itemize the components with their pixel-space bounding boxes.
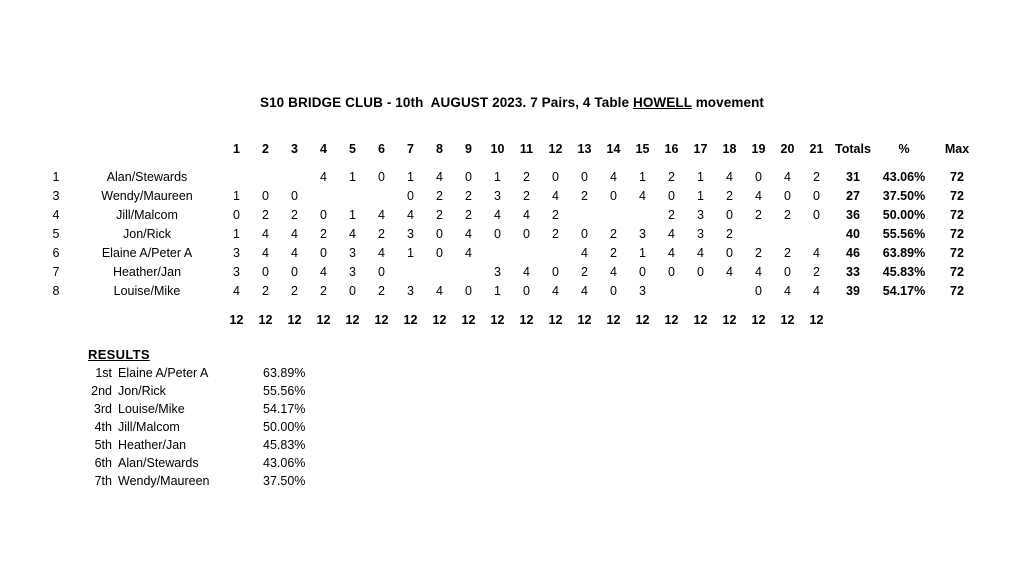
score-cell: 1 [697,170,704,184]
board-col-header: 4 [320,142,327,156]
spacer-row [40,301,981,311]
score-cell: 4 [378,208,385,222]
pair-row [40,263,981,282]
result-name: Jill/Malcom [118,420,180,434]
percent-cell: 54.17% [882,284,926,298]
score-cell: 0 [784,265,791,279]
score-cell: 4 [465,227,472,241]
total-cell: 33 [846,265,860,279]
score-cell: 4 [349,227,356,241]
score-cell: 4 [668,246,675,260]
result-row [40,472,305,490]
board-col-header: 15 [635,142,650,156]
score-cell: 0 [465,284,472,298]
score-cell: 4 [552,284,559,298]
pair-name: Louise/Mike [113,284,181,298]
result-row [40,400,305,418]
total-cell: 40 [846,227,860,241]
score-cell: 3 [494,189,501,203]
max-cell: 72 [950,170,964,184]
score-cell: 0 [639,265,646,279]
sum-blank-num [40,311,72,330]
pair-row [40,168,981,187]
score-cell: 4 [407,208,414,222]
spacer-cell [40,159,981,168]
score-cell: 4 [262,246,269,260]
result-percent: 43.06% [263,456,306,470]
board-col-header: 10 [490,142,505,156]
pair-number: 7 [52,265,60,279]
score-cell [657,282,686,301]
result-row [40,382,305,400]
column-sum-cell: 12 [809,313,824,327]
page-title-prefix: S10 BRIDGE CLUB - 10th AUGUST 2023. 7 Pairs, 4 Table [259,95,633,110]
pair-name: Jill/Malcom [116,208,178,222]
score-cell: 0 [349,284,356,298]
score-cell: 4 [813,284,820,298]
column-sum-cell: 12 [606,313,621,327]
board-col-header: 5 [349,142,356,156]
score-cell: 2 [813,265,820,279]
percent-cell: 55.56% [882,227,926,241]
score-cell: 3 [407,284,414,298]
column-sum-cell: 12 [722,313,737,327]
board-col-header: 6 [378,142,385,156]
score-cell: 4 [610,265,617,279]
score-cell: 0 [291,265,298,279]
result-row [40,454,305,472]
score-cell: 2 [378,227,385,241]
score-cell: 4 [436,284,443,298]
score-cell: 1 [639,170,646,184]
board-col-header: 20 [780,142,795,156]
result-percent: 63.89% [263,366,306,380]
score-cell: 0 [668,265,675,279]
score-cell: 4 [494,208,501,222]
result-name: Wendy/Maureen [118,474,210,488]
score-cell: 3 [349,265,356,279]
score-cell: 3 [697,208,704,222]
result-name: Elaine A/Peter A [118,366,209,380]
score-cell: 4 [291,246,298,260]
result-rank: 2nd [91,384,112,398]
max-cell: 72 [950,284,964,298]
score-cell: 0 [465,170,472,184]
column-sum-cell: 12 [316,313,331,327]
column-sum-cell: 12 [258,313,273,327]
page-title-suffix: movement [691,95,765,110]
score-cell: 2 [813,170,820,184]
board-col-header: 2 [262,142,269,156]
score-cell: 2 [552,227,559,241]
result-row [40,436,305,454]
score-cell [715,282,744,301]
score-cell: 0 [291,189,298,203]
score-cell: 0 [494,227,501,241]
board-col-header: 18 [722,142,737,156]
score-cell: 4 [523,265,530,279]
spacer-row [40,159,981,168]
column-sum-cell: 12 [519,313,534,327]
score-cell: 1 [407,246,414,260]
board-col-header: 19 [751,142,766,156]
score-cell: 2 [262,208,269,222]
pair-name: Jon/Rick [123,227,171,241]
score-cell: 1 [233,227,240,241]
score-cell: 2 [581,189,588,203]
score-cell: 0 [233,208,240,222]
result-rank: 5th [94,438,112,452]
score-cell: 3 [639,227,646,241]
score-cell: 1 [407,170,414,184]
score-cell: 3 [233,265,240,279]
result-rank: 1st [95,366,112,380]
column-sum-cell: 12 [432,313,447,327]
percent-header: % [898,142,910,156]
score-cell: 3 [407,227,414,241]
score-cell: 1 [233,189,240,203]
total-cell: 36 [846,208,860,222]
score-cell: 3 [233,246,240,260]
score-table-header-row [40,139,981,159]
pair-row [40,282,981,301]
score-cell: 2 [465,189,472,203]
score-cell: 4 [436,170,443,184]
score-cell: 4 [262,227,269,241]
score-cell: 0 [436,246,443,260]
score-cell [512,244,541,263]
score-cell: 1 [494,170,501,184]
results-heading-row [40,346,305,364]
score-cell: 4 [784,170,791,184]
total-cell: 27 [846,189,860,203]
column-sum-cell: 12 [664,313,679,327]
board-col-header: 16 [664,142,679,156]
score-cell [251,168,280,187]
score-cell: 2 [610,227,617,241]
result-row [40,364,305,382]
board-col-header: 13 [577,142,592,156]
score-table-header [40,139,981,159]
score-cell: 2 [320,227,327,241]
column-sum-cell: 12 [287,313,302,327]
score-cell: 0 [755,284,762,298]
score-cell: 1 [349,170,356,184]
score-cell: 4 [755,265,762,279]
pair-number: 3 [52,189,60,203]
score-cell [541,244,570,263]
percent-cell: 50.00% [882,208,926,222]
board-col-header: 21 [809,142,824,156]
score-cell: 2 [726,227,733,241]
pair-number: 5 [52,227,60,241]
result-percent: 45.83% [263,438,306,452]
column-sum-cell: 12 [461,313,476,327]
score-cell: 4 [552,189,559,203]
score-cell: 4 [465,246,472,260]
score-cell: 2 [291,208,298,222]
column-sum-cell: 12 [403,313,418,327]
board-col-header: 7 [407,142,414,156]
column-sum-cell: 12 [548,313,563,327]
score-cell: 0 [668,189,675,203]
score-cell: 2 [668,170,675,184]
score-cell: 0 [784,189,791,203]
score-cell [570,206,599,225]
score-cell: 4 [320,170,327,184]
pair-name: Alan/Stewards [106,170,188,184]
column-sum-cell: 12 [229,313,244,327]
score-cell [280,168,309,187]
score-cell: 4 [813,246,820,260]
column-sum-cell: 12 [577,313,592,327]
percent-cell: 63.89% [882,246,926,260]
score-cell: 3 [697,227,704,241]
score-cell: 4 [668,227,675,241]
score-cell: 0 [697,265,704,279]
score-cell: 0 [755,170,762,184]
board-col-header: 3 [291,142,298,156]
score-cell: 2 [378,284,385,298]
score-cell [338,187,367,206]
score-cell: 4 [610,170,617,184]
max-cell: 72 [950,227,964,241]
score-cell: 4 [755,189,762,203]
pair-name: Wendy/Maureen [101,189,193,203]
score-cell: 4 [291,227,298,241]
score-cell: 4 [523,208,530,222]
board-col-header: 17 [693,142,708,156]
score-cell: 4 [233,284,240,298]
score-cell: 0 [436,227,443,241]
score-cell [744,225,773,244]
percent-cell: 37.50% [882,189,926,203]
page-title-underlined-word: HOWELL [632,95,692,110]
column-sum-cell: 12 [345,313,360,327]
score-cell [396,263,425,282]
score-cell: 0 [726,208,733,222]
pair-name: Heather/Jan [112,265,182,279]
score-cell: 0 [320,246,327,260]
column-sum-cell: 12 [374,313,389,327]
score-cell: 0 [726,246,733,260]
score-cell: 0 [813,189,820,203]
column-sum-cell: 12 [780,313,795,327]
board-col-header: 14 [606,142,621,156]
score-cell: 0 [320,208,327,222]
score-cell: 2 [726,189,733,203]
score-cell: 2 [523,170,530,184]
score-cell: 2 [581,265,588,279]
score-table-body [40,159,981,330]
score-cell: 0 [378,170,385,184]
score-cell: 4 [784,284,791,298]
score-cell: 2 [291,284,298,298]
pair-number: 8 [52,284,60,298]
score-cell: 4 [320,265,327,279]
result-percent: 55.56% [263,384,306,398]
board-col-header: 9 [465,142,472,156]
score-cell: 0 [610,189,617,203]
max-cell: 72 [950,208,964,222]
pair-row [40,206,981,225]
score-cell: 2 [784,208,791,222]
max-cell: 72 [950,246,964,260]
score-cell [309,187,338,206]
score-cell: 0 [523,284,530,298]
pair-number: 6 [52,246,60,260]
score-cell: 1 [349,208,356,222]
total-cell: 39 [846,284,860,298]
score-cell: 4 [726,265,733,279]
sum-blank-name [72,311,222,330]
column-sum-cell: 12 [693,313,708,327]
score-cell: 2 [262,284,269,298]
score-cell [222,168,251,187]
score-cell [773,225,802,244]
result-rank: 4th [94,420,112,434]
score-cell: 2 [610,246,617,260]
percent-cell: 45.83% [882,265,926,279]
score-cell [483,244,512,263]
board-col-header: 12 [548,142,563,156]
score-cell: 2 [668,208,675,222]
score-cell: 2 [784,246,791,260]
score-cell: 0 [262,265,269,279]
score-cell: 0 [552,265,559,279]
result-percent: 50.00% [263,420,306,434]
score-cell: 4 [378,246,385,260]
score-cell: 3 [349,246,356,260]
result-rank: 6th [94,456,112,470]
score-cell: 0 [552,170,559,184]
result-name: Alan/Stewards [118,456,199,470]
score-cell: 3 [639,284,646,298]
score-cell [686,282,715,301]
result-percent: 37.50% [263,474,306,488]
max-header: Max [944,142,970,156]
score-cell: 2 [320,284,327,298]
score-cell: 0 [581,170,588,184]
result-name: Jon/Rick [118,384,166,398]
header-blank-num [40,139,72,159]
score-cell: 0 [813,208,820,222]
score-cell [367,187,396,206]
sum-blank-max [933,311,981,330]
total-cell: 31 [846,170,860,184]
score-table [40,139,981,330]
score-cell: 3 [494,265,501,279]
score-cell: 0 [407,189,414,203]
column-sum-cell: 12 [635,313,650,327]
pair-name: Elaine A/Peter A [101,246,193,260]
board-col-header: 1 [233,142,240,156]
score-cell: 0 [610,284,617,298]
result-rank: 3rd [93,402,112,416]
total-cell: 46 [846,246,860,260]
page-title [0,95,1024,110]
column-sum-cell: 12 [751,313,766,327]
pair-number: 1 [52,170,60,184]
score-cell: 0 [262,189,269,203]
result-name: Louise/Mike [118,402,185,416]
score-cell [454,263,483,282]
pair-row [40,187,981,206]
spacer-cell [40,301,981,311]
score-cell: 2 [755,246,762,260]
percent-cell: 43.06% [882,170,926,184]
sum-blank-totals [831,311,875,330]
max-cell: 72 [950,265,964,279]
score-cell: 2 [436,208,443,222]
score-cell: 0 [523,227,530,241]
score-cell: 4 [581,246,588,260]
score-cell: 0 [581,227,588,241]
score-cell: 4 [697,246,704,260]
max-cell: 72 [950,189,964,203]
score-cell: 4 [581,284,588,298]
score-cell: 2 [552,208,559,222]
results-section [40,346,305,490]
score-cell: 4 [726,170,733,184]
score-cell [628,206,657,225]
score-cell: 4 [639,189,646,203]
score-cell [599,206,628,225]
score-cell: 2 [755,208,762,222]
score-cell: 1 [697,189,704,203]
results-rows [40,364,305,490]
pair-number: 4 [52,208,60,222]
results-heading: RESULTS [88,347,150,362]
result-rank: 7th [94,474,112,488]
score-cell: 0 [378,265,385,279]
totals-header: Totals [835,142,871,156]
result-percent: 54.17% [263,402,306,416]
board-col-header: 11 [519,142,534,156]
score-cell: 2 [465,208,472,222]
score-cell [802,225,831,244]
score-cell: 2 [523,189,530,203]
score-cell: 1 [494,284,501,298]
pair-row [40,225,981,244]
header-blank-name [72,139,222,159]
result-row [40,418,305,436]
sum-blank-percent [875,311,933,330]
score-cell: 2 [436,189,443,203]
board-col-header: 8 [436,142,443,156]
score-cell [425,263,454,282]
result-name: Heather/Jan [118,438,187,452]
score-cell: 1 [639,246,646,260]
pair-row [40,244,981,263]
column-sums-row [40,311,981,330]
column-sum-cell: 12 [490,313,505,327]
